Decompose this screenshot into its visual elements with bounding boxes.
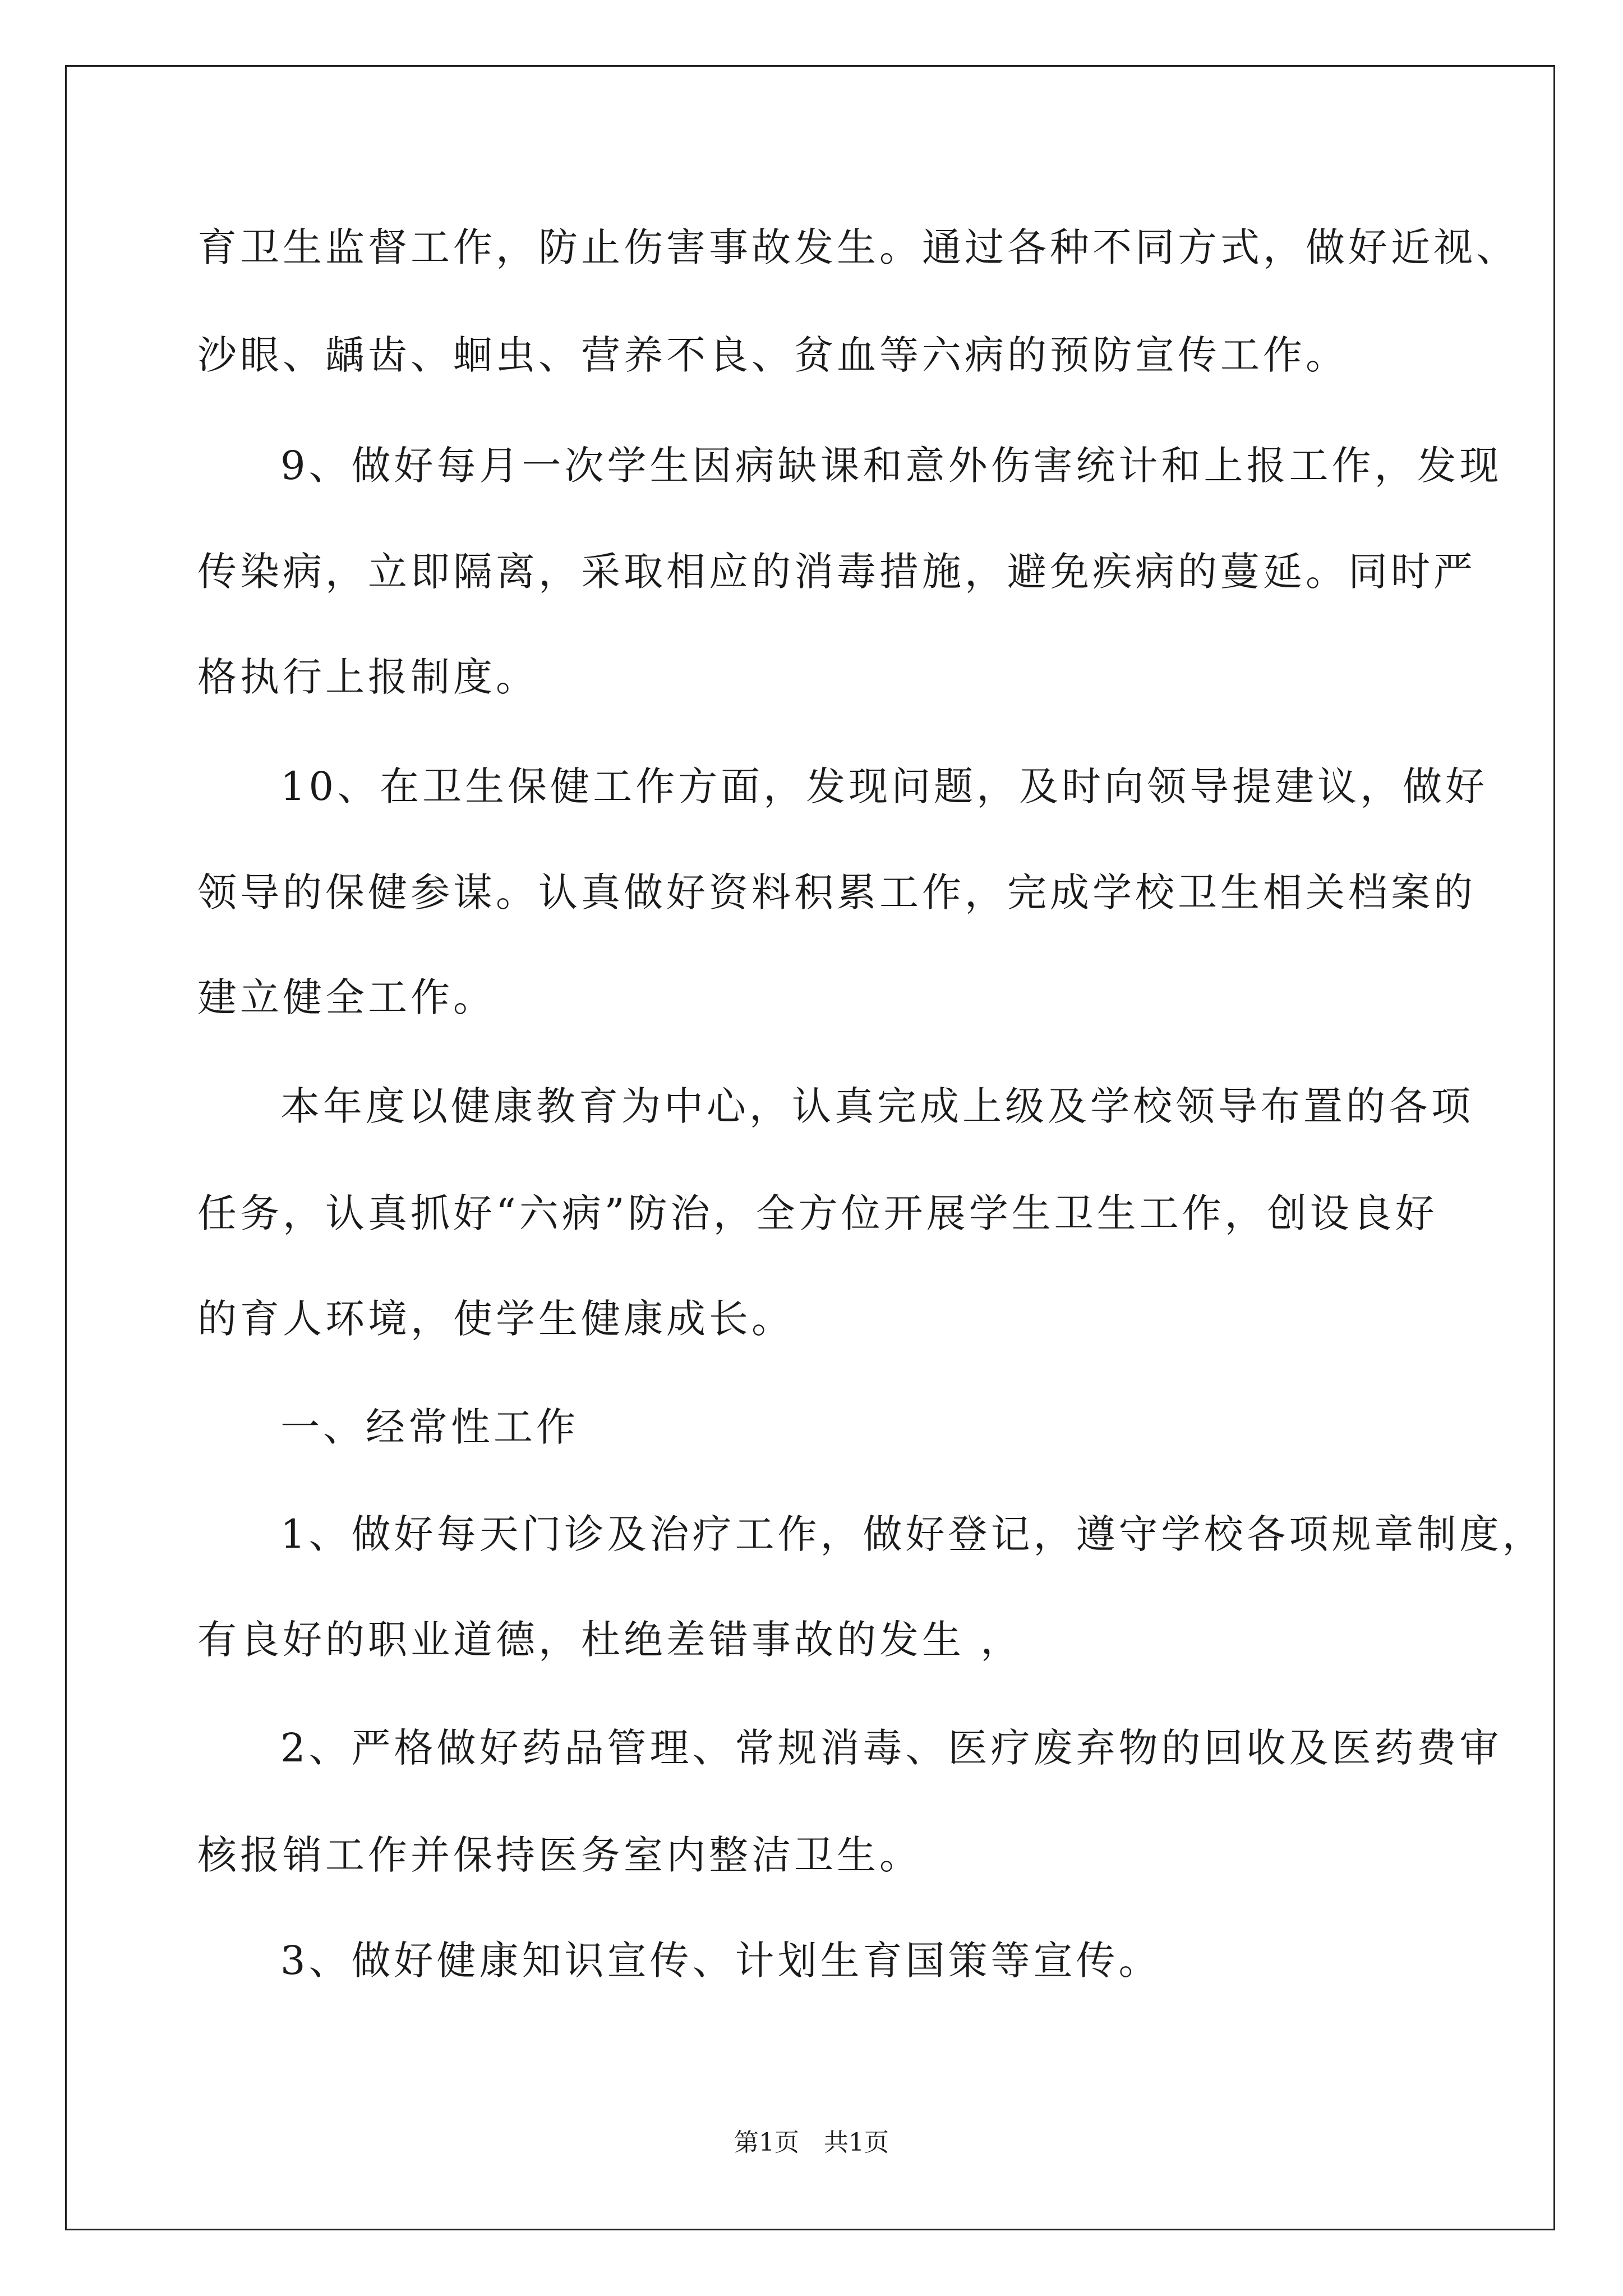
text-line: 领导的保健参谋。认真做好资料积累工作，完成学校卫生相关档案的 <box>197 869 1476 915</box>
page-number-footer: 第1页 共1页 <box>734 2128 889 2157</box>
text-line: 本年度以健康教育为中心，认真完成上级及学校领导布置的各项 <box>280 1083 1474 1129</box>
text-line: 核报销工作并保持医务室内整洁卫生。 <box>197 1832 922 1878</box>
text-line: 1、做好每天门诊及治疗工作，做好登记，遵守学校各项规章制度， <box>280 1511 1545 1557</box>
text-line: 育卫生监督工作，防止伤害事故发生。通过各种不同方式，做好近视、 <box>197 224 1519 270</box>
text-line: 3、做好健康知识宣传、计划生育国策等宣传。 <box>280 1938 1161 1984</box>
text-line: 10、在卫生保健工作方面，发现问题，及时向领导提建议，做好 <box>280 763 1488 809</box>
text-line: 任务，认真抓好“六病”防治，全方位开展学生卫生工作，创设良好 <box>197 1190 1438 1236</box>
text-line: 沙眼、龋齿、蛔虫、营养不良、贫血等六病的预防宣传工作。 <box>197 332 1348 378</box>
text-line: 格执行上报制度。 <box>197 654 538 700</box>
text-line: 2、严格做好药品管理、常规消毒、医疗废弃物的回收及医药费审 <box>280 1725 1502 1771</box>
text-line: 9、做好每月一次学生因病缺课和意外伤害统计和上报工作，发现 <box>280 443 1502 489</box>
text-line: 传染病，立即隔离，采取相应的消毒措施，避免疾病的蔓延。同时严 <box>197 549 1476 595</box>
text-line: 的育人环境，使学生健康成长。 <box>197 1296 794 1342</box>
section-heading: 一、经常性工作 <box>280 1404 579 1450</box>
page-frame <box>65 65 1555 2230</box>
text-line: 有良好的职业道德，杜绝差错事故的发生 ， <box>197 1617 1023 1663</box>
text-line: 建立健全工作。 <box>197 974 496 1020</box>
